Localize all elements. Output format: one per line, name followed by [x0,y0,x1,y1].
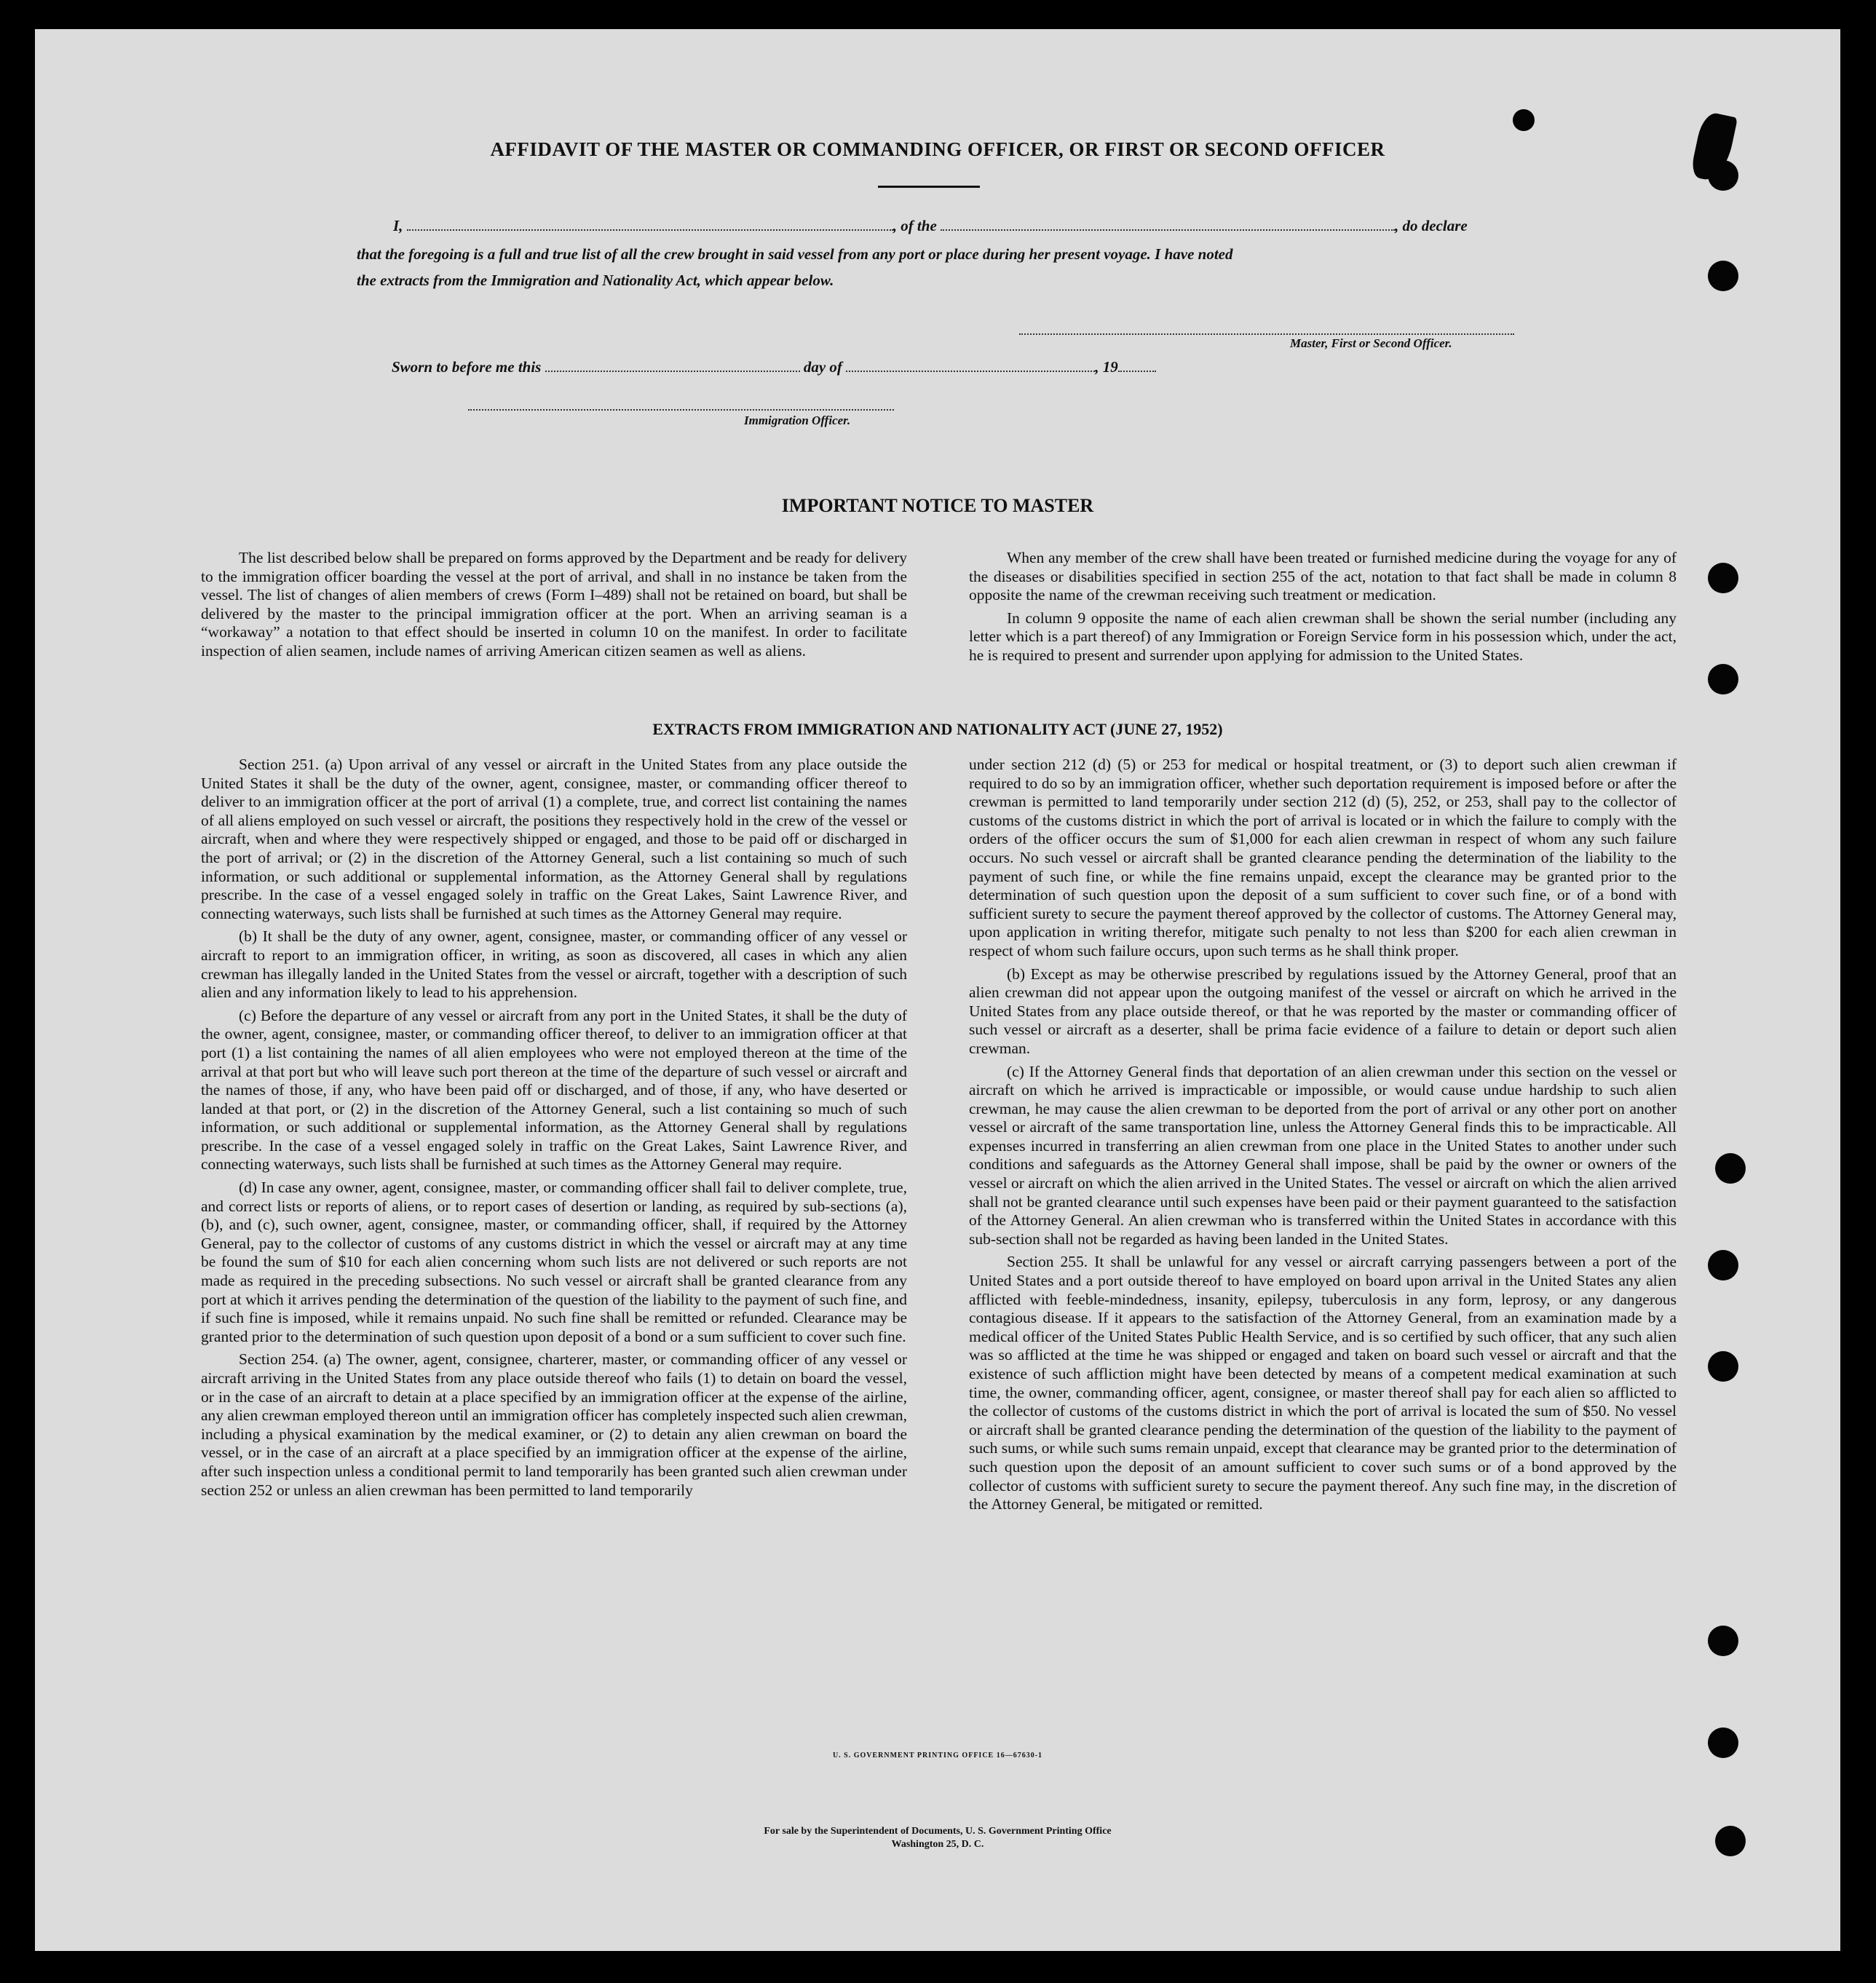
section-254a-paragraph: Section 254. (a) The owner, agent, consignee, charterer, master, or commanding officer of any vessel or aircraft arriving in the United States from any place outside thereof who fails (1) to detain on board the vessel, or in the case of an aircraft to detain at a place specified by an immigration officer at the expense of the airline, any alien crewman employed thereon until an immigration officer has completely inspected such alien crewman, including a physical examination by the medical examiner, or (2) to detain any alien crewman on board the vessel, or in the case of an aircraft at a place specified by an immigration officer at the expense of the airline, after such inspection unless a conditional permit to land temporarily has been granted such alien crewman under section 252 or unless an alien crewman has been permitted to land temporarily [201,1350,907,1499]
day-of-label: day of [803,358,842,376]
section-254a-continued-paragraph: under section 212 (d) (5) or 253 for medical or hospital treatment, or (3) to deport such alien crewman if required to do so by an immigration officer, whether such deportation requirement is imposed before or after the crewman is permitted to land temporarily under section 212 (d) (5), 252, or 253, shall pay to the collector of customs of the customs district in which the port of arrival is located or in which the failure to comply with the orders of the officer occurs the sum of $1,000 for each alien crewman in respect of whom any such failure occurs. No such vessel or aircraft shall be granted clearance pending the determination of the liability to the payment of such fine, or while the fine remains unpaid, except the clearance may be granted prior to the determination of such question upon the deposit of a sum sufficient to cover such fine, or of a bond with sufficient surety to secure the payment thereof approved by the collector of customs. The Attorney General may, upon application in writing therefor, mitigate such penalty to not less than $200 for each alien crewman in respect of whom such failure occurs, upon such terms as he shall think proper. [969,756,1677,959]
punch-hole [1708,1626,1738,1656]
section-251a-paragraph: Section 251. (a) Upon arrival of any vessel or aircraft in the United States from any place outside the United States it shall be the duty of the owner, agent, consignee, master, or commanding officer thereof to deliver to an immigration officer at the port of arrival (1) a complete, true, and correct list containing the names of all aliens employed on such vessel or aircraft, the positions they respectively hold in the crew of the vessel or aircraft, when and where they were respectively shipped or engaged, and those to be paid off or discharged in the port of arrival; or (2) in the discretion of the Attorney General, such a list containing so much of such information, or such additional or supplemental information, as the Attorney General shall by regulations prescribe. In the case of a vessel engaged solely in traffic on the Great Lakes, Saint Lawrence River, and connecting waterways, such lists shall be furnished at such times as the Attorney General may require. [201,756,907,922]
punch-hole [1715,1153,1746,1184]
punch-hole [1708,1250,1738,1281]
do-declare-label: , do declare [1395,217,1468,234]
notice-title: IMPORTANT NOTICE TO MASTER [781,495,1094,516]
sworn-line [392,358,1156,376]
section-254c-paragraph: (c) If the Attorney General finds that deportation of an alien crewman under this section on the vessel or aircraft on which he arrived is impracticable or impossible, or would cause undue hardship to such alien crewman, he may cause the alien crewman to be deported from the port of arrival or any other port on another vessel or aircraft of the same transportation line, unless the Attorney General finds this to be impracticable. All expenses incurred in transferring an alien crewman from one place in the United States to another under such conditions and safeguards as the Attorney General shall impose, shall be paid by the owner or owners of the vessel or aircraft on which the alien arrived in the United States. The vessel or aircraft on which the alien arrived shall not be granted clearance until such expenses have been paid or their payment guaranteed to the satisfaction of the Attorney General. An alien crewman who is transferred within the United States in accordance with this sub-section shall not be regarded as having been landed in the United States. [969,1062,1677,1248]
notice-left-column [201,549,907,665]
immigration-officer-signature-line[interactable] [468,409,894,411]
section-254b-paragraph: (b) Except as may be otherwise prescribed by regulations issued by the Attorney General, proof that an alien crewman did not appear upon the outgoing manifest of the vessel or aircraft on which he arrived in the United States from any place outside thereof, or that he was reported by the master or commanding officer of such vessel or aircraft as a deserter, shall be prima facie evidence of a failure to detain or deport such alien crewman. [969,965,1677,1057]
year-label: , 19 [1095,358,1118,376]
punch-hole [1708,1727,1738,1758]
section-255-paragraph: Section 255. It shall be unlawful for any vessel or aircraft carrying passengers between a port of the United States and a port outside thereof to have employed on board upon arrival in the United States any alien afflicted with feeble-mindedness, insanity, epilepsy, tuberculosis in any form, leprosy, or any dangerous contagious disease. If it appears to the satisfaction of the Attorney General, from an examination made by a medical officer of the United States Public Health Service, and is so certified by such officer, that any such alien was so afflicted at the time he was shipped or engaged and taken on board such vessel or aircraft and that the existence of such affliction might have been detected by means of a competent medical examination at such time, the owner, commanding officer, agent, consignee, or master thereof shall pay for each alien so afflicted to the collector of customs of the customs district in which the port of arrival is located the sum of $50. No vessel or aircraft shall be granted clearance pending the determination of the question of the liability to the payment of such sums, or while such sums remain unpaid, except that clearance may be granted prior to the determination of such question upon the deposit of an amount sufficient to cover such sums or of a bond approved by the collector of customs with sufficient surety to secure the payment thereof. Any such fine may, in the discretion of the Attorney General, be mitigated or remitted. [969,1253,1677,1513]
extracts-right-column [969,756,1677,1519]
printing-office-line: U. S. GOVERNMENT PRINTING OFFICE 16—67630-1 [832,1752,1043,1760]
master-signature-line[interactable] [1019,333,1514,335]
declaration-line-2: the extracts from the Immigration and Nationality Act, which appear below. [357,272,834,289]
i-label: I, [393,217,403,234]
notice-right-column [969,549,1677,670]
punch-hole [1708,1351,1738,1382]
title-rule [878,186,980,188]
document-page [35,29,1840,1951]
immigration-officer-label: Immigration Officer. [744,413,851,427]
declarant-name-field[interactable] [407,229,893,231]
extracts-left-column [201,756,907,1504]
notice-left-paragraph: The list described below shall be prepared on forms approved by the Department and be ready for delivery to the immigration officer boarding the vessel at the port of arrival, and shall in no instance be taken from the vessel. The list of changes of alien members of crews (Form I–489) shall not be retained on board, but shall be delivered by the master to the principal immigration officer at the port. When an arriving seaman is a “workaway” a notation to that effect should be inserted in column 10 on the manifest. In order to facilitate inspection of alien seamen, include names of arriving American citizen seamen as well as aliens. [201,549,907,660]
declarant-line [393,217,1468,235]
punch-hole [1708,664,1738,694]
section-251b-paragraph: (b) It shall be the duty of any owner, agent, consignee, master, or commanding officer of any vessel or aircraft to report to an immigration officer, in writing, as soon as discovered, all cases in which any alien crewman has illegally landed in the United States from the vessel or aircraft, together with a description of such alien and any information likely to lead to his apprehension. [201,927,907,1002]
master-signature-label: Master, First or Second Officer. [1290,336,1452,350]
section-251c-paragraph: (c) Before the departure of any vessel or aircraft from any port in the United States, it shall be the duty of the owner, agent, consignee, master, or commanding officer thereof, to deliver to an immigration officer at that port (1) a list containing the names of all alien employees who were not employed thereon at the time of the arrival at that port but who will leave such port thereon at the time of the departure of such vessel or aircraft and the names of those, if any, who have been paid off or discharged, and of those, if any, who have deserted or landed at that port, or (2) in the discretion of the Attorney General, such a list containing so much of such information, or such additional or supplemental information, as the Attorney General shall by regulations prescribe. In the case of a vessel engaged solely in traffic on the Great Lakes, Saint Lawrence River, and connecting waterways, such lists shall be furnished at such times as the Attorney General may require. [201,1006,907,1173]
notice-right-paragraph-2: In column 9 opposite the name of each alien crewman shall be shown the serial number (including any letter which is a part thereof) of any Immigration or Foreign Service form in his possession which, under the act, he is required to present and surrender upon applying for admission to the United States. [969,609,1677,664]
extracts-title: EXTRACTS FROM IMMIGRATION AND NATIONALITY ACT (JUNE 27, 1952) [652,720,1223,738]
sworn-day-field[interactable] [545,371,800,372]
vessel-name-field[interactable] [941,229,1395,231]
of-the-label: , of the [893,217,937,234]
punch-hole [1708,261,1738,291]
section-251d-paragraph: (d) In case any owner, agent, consignee, master, or commanding officer shall fail to deliver complete, true, and correct lists or reports of aliens, or to report cases of desertion or landing, as required by sub-sections (a), (b), and (c), such owner, agent, consignee, master, or commanding officer, shall, if required by the Attorney General, pay to the collector of customs of any customs district in which the vessel or aircraft may at any time be found the sum of $10 for each alien concerning whom such lists are not delivered or such reports are not made as required in the preceding subsections. No such vessel or aircraft shall be granted clearance from any port at which it arrives pending the determination of the question of the liability to the payment of such fine, and if such fine is imposed, while it remains unpaid. No such fine shall be remitted or refunded. Clearance may be granted prior to the determination of such question upon deposit of a bond or a sum sufficient to cover such fine. [201,1179,907,1345]
for-sale-line-1: For sale by the Superintendent of Documents, U. S. Government Printing Office [764,1826,1112,1837]
punch-hole [1708,563,1738,593]
affidavit-title: AFFIDAVIT OF THE MASTER OR COMMANDING OFFICER, OR FIRST OR SECOND OFFICER [490,138,1385,160]
for-sale-line-2: Washington 25, D. C. [891,1839,984,1850]
notice-right-paragraph-1: When any member of the crew shall have been treated or furnished medicine during the voyage for any of the diseases or disabilities specified in section 255 of the act, notation to that fact shall be made in column 8 opposite the name of the crewman receiving such treatment or medication. [969,549,1677,604]
punch-hole [1715,1826,1746,1856]
declaration-line-1: that the foregoing is a full and true list of all the crew brought in said vessel from any port or place during her present voyage. I have noted [357,245,1233,263]
sworn-year-field[interactable] [1118,371,1156,372]
sworn-month-field[interactable] [846,371,1095,372]
sworn-label: Sworn to before me this [392,358,542,376]
punch-hole [1513,109,1535,131]
